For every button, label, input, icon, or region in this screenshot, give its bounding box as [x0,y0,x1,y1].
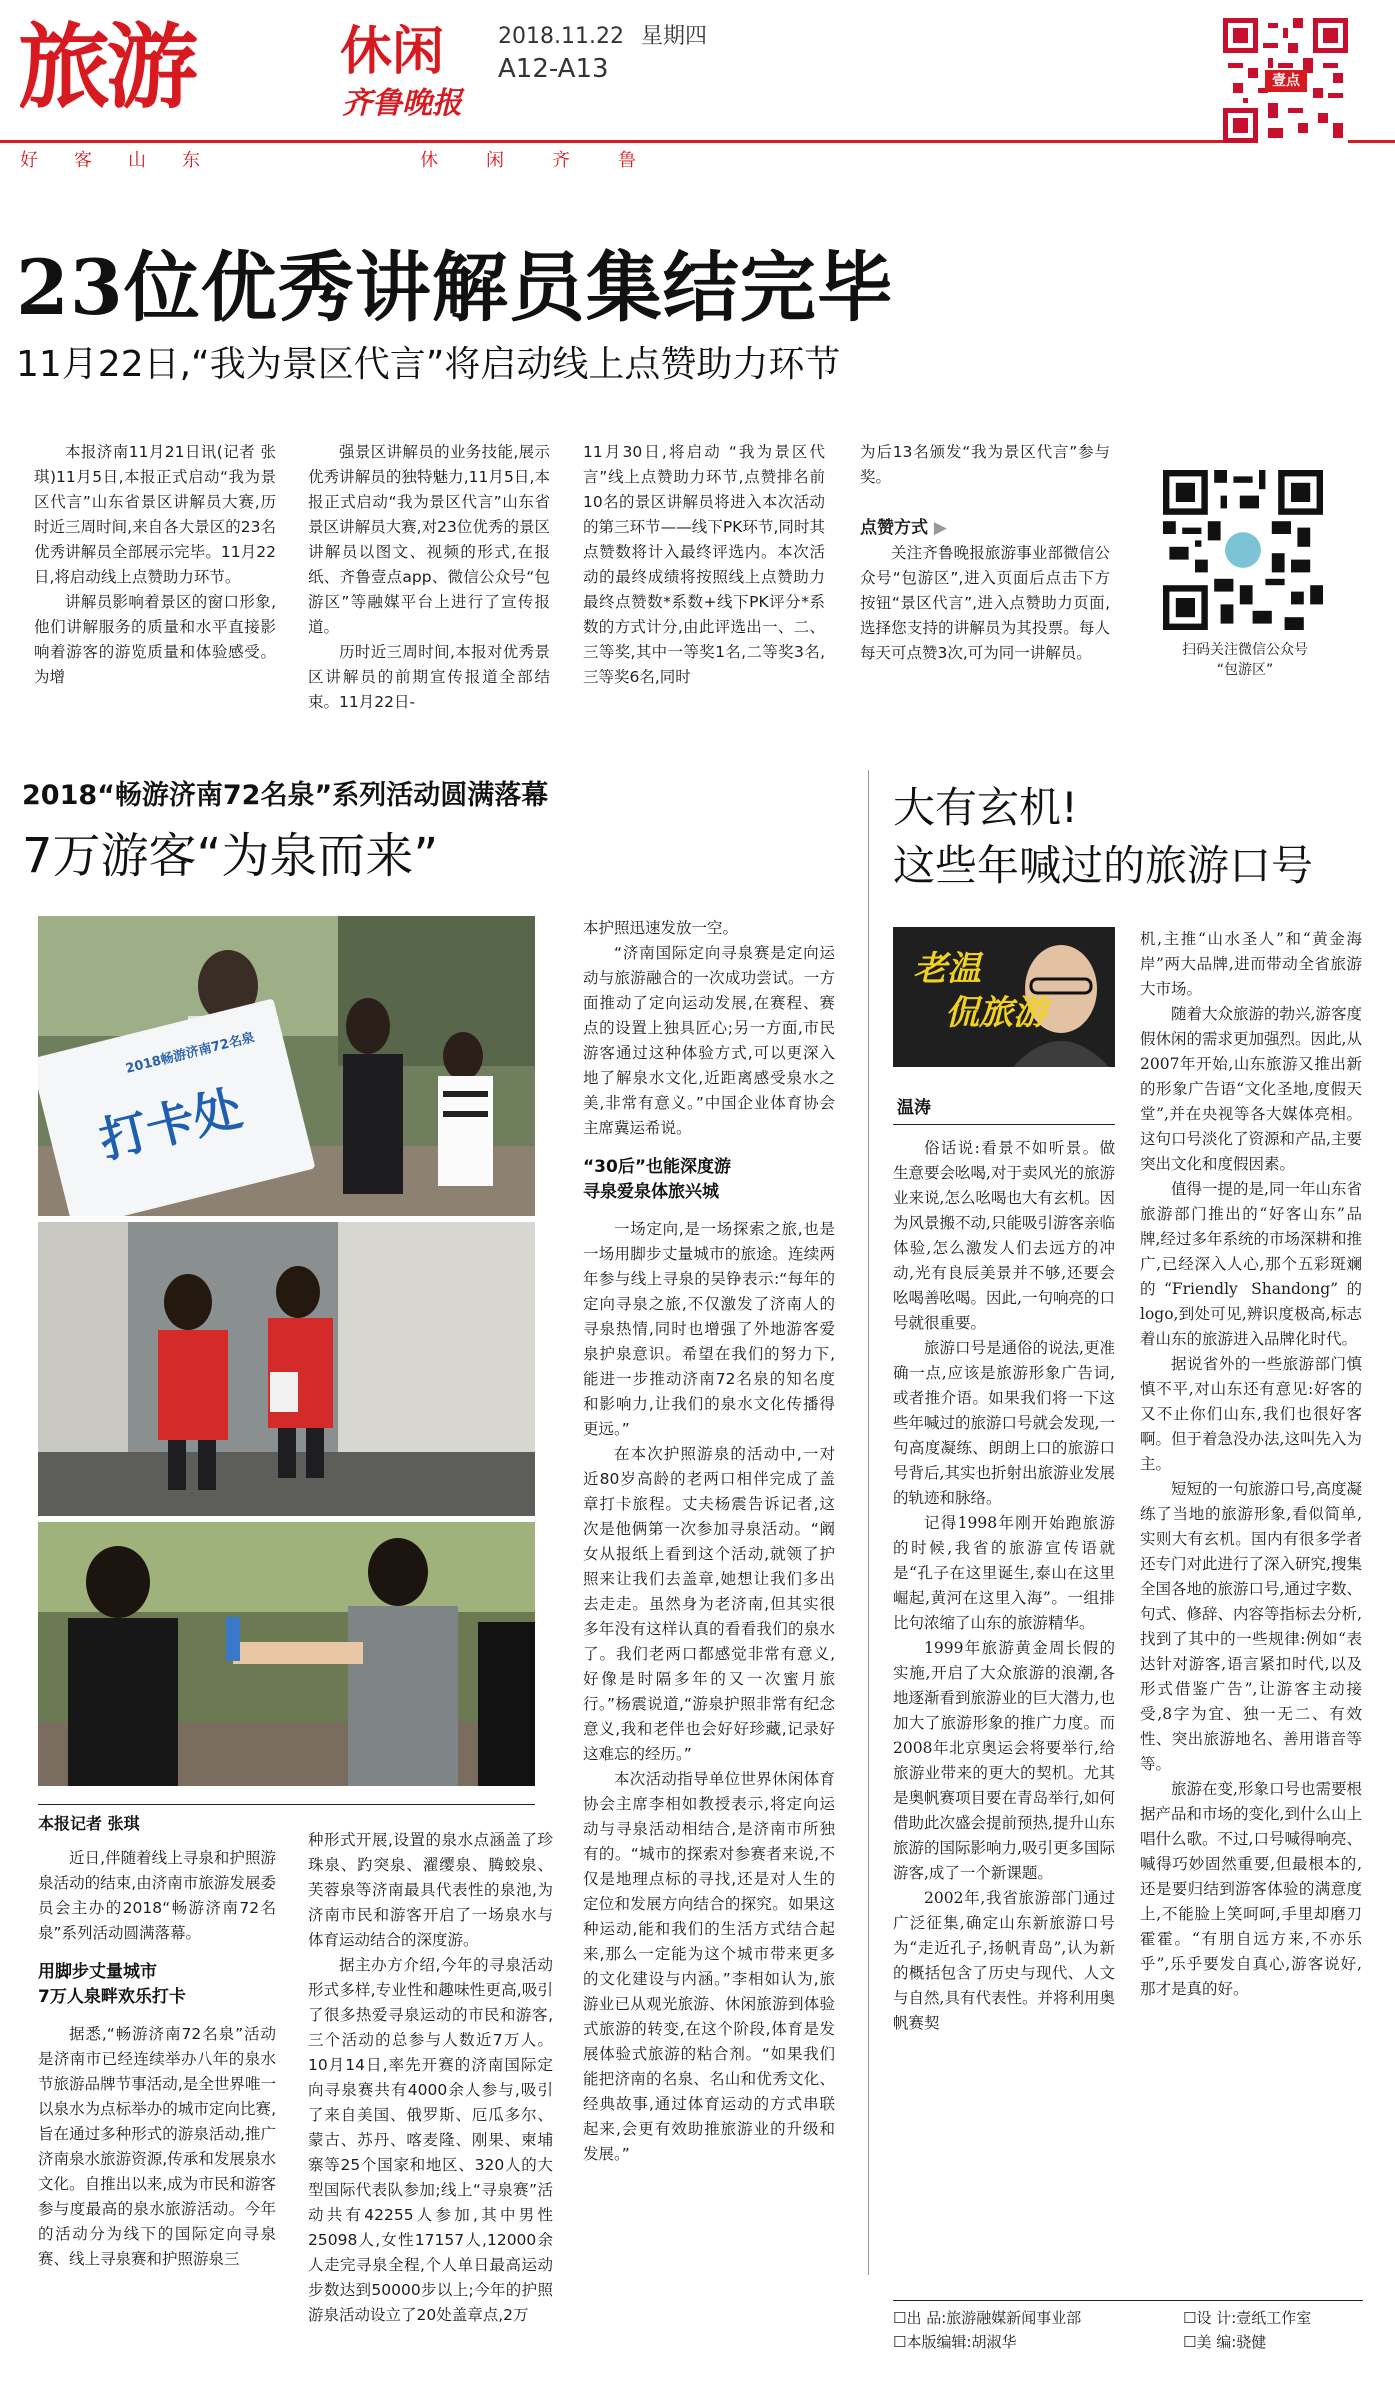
lead-paragraph: 讲解员影响着景区的窗口形象,他们讲解服务的质量和水平直接影响着游客的游览质量和体验感受。为增 [34,593,276,686]
story2-divider [38,1804,535,1805]
lead-column-4 [860,440,1110,715]
lead-column-2 [308,440,550,715]
checkbox-icon: ☐ [893,2309,907,2327]
lead-paragraph: 强景区讲解员的业务技能,展示优秀讲解员的独特魅力,11月5日,本报正式启动“我为景区代言”山东省景区讲解员大赛,对23位优秀的景区讲解员以图文、视频的形式,在报纸、齐鲁壹点app、微信公众号“包游区”等融媒平台上进行了宣传报道。 [308,443,550,636]
issue-weekday: 星期四 [640,24,707,49]
lead-subheadline: 11月22日,“我为景区代言”将启动线上点赞助力环节 [16,344,841,385]
triangle-right-icon: ▶ [928,518,947,538]
lead-paragraph: 历时近三周时间,本报对优秀景区讲解员的前期宣传报道全部结束。11月22日- [308,643,550,711]
column-paragraph: 旅游口号是通俗的说法,更准确一点,应该是旅游形象广告词,或者推介语。如果我们将一下这些年喊过的旅游口号就会发现,一句高度凝练、朗朗上口的旅游口号背后,其实也折射出旅游业发展的轨迹和脉络。 [893,1339,1115,1507]
story2-column-a [38,1811,276,2371]
column-author-rule [893,1124,1115,1125]
lead-column-1 [34,440,276,715]
checkin-sign-text: 打卡处 [94,1080,248,1170]
masthead-paper-logo: 齐鲁晚报 [342,86,462,121]
masthead-slogan-right: 休闲齐鲁 [420,150,684,171]
lead-headline: 23位优秀讲解员集结完毕 [16,243,894,332]
story2-byline: 本报记者 张琪 [38,1814,140,1833]
masthead-slogan-left: 好客山东 [20,150,236,171]
photo-checkin-booth [38,916,535,1216]
story2-subhead: 7万人泉畔欢乐打卡 [38,1987,186,2007]
footer-art: ☐美 编:骁健 [1183,2333,1267,2351]
footer-rule [893,2300,1363,2301]
water-bottle-illustration [38,1522,535,1786]
lead-column-3 [583,440,825,715]
story2-column-b [308,1828,553,2373]
column-headline-2: 这些年喊过的旅游口号 [893,841,1314,890]
story2-subhead: 寻泉爱泉体旅兴城 [583,1182,719,1202]
column-paragraph: 机,主推“山水圣人”和“黄金海岸”两大品牌,进而带动全省旅游大市场。 [1140,930,1362,998]
story2-headline: 7万游客“为泉而来” [22,828,439,884]
story2-kicker: 2018“畅游济南72名泉”系列活动圆满落幕 [22,780,549,811]
column-paragraph: 俗话说:看景不如听景。做生意要会吆喝,对于卖风光的旅游业来说,怎么吆喝也大有玄机。因为风景搬不动,只能吸引游客亲临体验,怎么激发人们去远方的冲动,光有良辰美景并不够,还要会吆喝善吆喝。因此,一句响亮的口号就很重要。 [893,1139,1115,1332]
column-paragraph: 2002年,我省旅游部门通过广泛征集,确定山东新旅游口号为“走近孔子,扬帆青岛”,认为新的概括包含了历史与现代、人文与自然,具有代表性。并将利用奥帆赛契 [893,1889,1115,2032]
footer-producer: ☐出 品:旅游融媒新闻事业部 [893,2309,1082,2327]
masthead-red-rule [0,140,1395,143]
masthead [0,0,1395,170]
column-paragraph: 记得1998年刚开始跑旅游的时候,我省的旅游宣传语就是“孔子在这里诞生,泰山在这里崛起,黄河在这里入海”。一组排比句浓缩了山东的旅游精华。 [893,1514,1115,1632]
masthead-pages: A12-A13 [498,54,609,84]
lead-qr-code[interactable] [1163,470,1323,630]
column-paragraph: 随着大众旅游的勃兴,游客度假休闲的需求更加强烈。因此,从2007年开始,山东旅游又推出新的形象广告语“文化圣地,度假天堂”,并在央视等各大媒体亮相。这句口号淡化了资源和产品,主要突出文化和度假因素。 [1140,1005,1362,1173]
lead-paragraph: 11月30日,将启动 “我为景区代言”线上点赞助力环节,点赞排名前10名的景区讲解员将进入本次活动的第三环节——线下PK环节,同时其点赞数将计入最终评选内。本次活动的最终成绩将按照线上点赞助力最终点赞数*系数+线下PK评分*系数的方式计分,由此评选出一、二、三等奖,其中一等奖1名,二等奖3名,三等奖6名,同时 [583,443,825,686]
column-left-divider [868,770,869,2275]
column-banner [893,927,1115,1067]
story2-subhead: “30后”也能深度游 [583,1157,732,1177]
column-paragraph: 旅游在变,形象口号也需要根据产品和市场的变化,到什么山上唱什么歌。不过,口号喊得响亮、喊得巧妙固然重要,但最根本的,还是要归结到游客体验的满意度上,不能脸上笑呵呵,手里却磨刀霍霍。“有朋自远方来,不亦乐乎”,乐乎要发自真心,游客说好,那才是真的好。 [1140,1780,1362,1998]
column-banner-title-2: 侃旅游 [945,993,1047,1033]
column-paragraph: 1999年旅游黄金周长假的实施,开启了大众旅游的浪潮,各地逐渐看到旅游业的巨大潜力,也加大了旅游形象的推广力度。而2008年北京奥运会将要举行,给旅游业带来的更大的契机。尤其是奥帆赛项目要在青岛举行,如何借助此次盛会提前预热,提升山东旅游的国际影响力,吸引更多国际游客,成了一个新课题。 [893,1639,1115,1882]
story2-column-c [583,916,835,2371]
issue-date: 2018.11.22 [498,24,624,49]
story2-paragraph: “济南国际定向寻泉赛是定向运动与旅游融合的一次成功尝试。一方面推动了定向运动发展,在赛程、赛点的设置上独具匠心;另一方面,市民游客通过这种体验方式,可以更深入地了解泉水文化,近距离感受泉水之美,非常有意义。”中国企业体育协会主席冀运希说。 [583,944,835,1137]
story2-paragraph: 种形式开展,设置的泉水点涵盖了珍珠泉、趵突泉、濯缨泉、腾蛟泉、芙蓉泉等济南最具代表性的泉池,为济南市民和游客开启了一场泉水与体育运动结合的深度游。 [308,1831,553,1949]
footer-editor: ☐本版编辑:胡淑华 [893,2333,1017,2351]
story2-paragraph: 据主办方介绍,今年的寻泉活动形式多样,专业性和趣味性更高,吸引了很多热爱寻泉运动的市民和游客,三个活动的总参与人数近7万人。10月14日,率先开赛的济南国际定向寻泉赛共有4000余人参与,吸引了来自美国、俄罗斯、厄瓜多尔、蒙古、苏丹、喀麦隆、刚果、柬埔寨等25个国家和地区、320人的大型国际代表队参加;线上“寻泉赛”活动共有42255人参加,其中男性25098人,女性17157人,12000余人走完寻泉全程,个人单日最高运动步数达到50000步以上;今年的护照游泉活动设立了20处盖章点,2万 [308,1956,553,2324]
masthead-qr-code[interactable] [1223,18,1348,143]
story2-paragraph: 在本次护照游泉的活动中,一对近80岁高龄的老两口相伴完成了盖章打卡旅程。丈夫杨震告诉记者,这次是他俩第一次参加寻泉活动。“阚女从报纸上看到这个活动,就领了护照来让我们去盖章,她想让我们多出去走走。虽然身为老济南,但其实很多年没有这样认真的看看我们的泉水了。我们老两口都感觉非常有意义,好像是时隔多年的又一次蜜月旅行。”杨震说道,“游泉护照非常有纪念意义,我和老伴也会好好珍藏,记录好这难忘的经历。” [583,1445,835,1763]
qr-caption: 扫码关注微信公众号 “包游区” [1182,642,1308,678]
column-paragraph: 值得一提的是,同一年山东省旅游部门推出的“好客山东”品牌,经过多年系统的市场深耕和推广,已经深入人心,那个五彩斑斓的“Friendly Shandong”的logo,到处可见,辨识度极高,标志着山东的旅游进入品牌化时代。 [1140,1180,1362,1348]
story2-paragraph: 本护照迅速发放一空。 [583,919,739,937]
running-kids-illustration [38,1222,535,1516]
checkin-sign-banner: 2018畅游济南72名泉 [124,1030,257,1077]
column-text-left [893,1136,1115,2371]
qr-badge: 壹点 [1265,70,1307,92]
story2-paragraph: 据悉,“畅游济南72名泉”活动是济南市已经连续举办八年的泉水节旅游品牌节事活动,是全世界唯一以泉水为点标举办的城市定向比赛,旨在通过多种形式的游泉活动,推广济南泉水旅游资源,传承和发展泉水文化。自推出以来,成为市民和游客参与度最高的泉水旅游活动。今年的活动分为线下的国际定向寻泉赛、线上寻泉赛和护照游泉三 [38,2025,276,2268]
story2-paragraph: 一场定向,是一场探索之旅,也是一场用脚步丈量城市的旅途。连续两年参与线上寻泉的吴铮表示:“每年的定向寻泉之旅,不仅激发了济南人的寻泉热情,同时也增强了外地游客爱泉护泉意识。希望在我们的努力下,能进一步推动济南72名泉的知名度和影响力,让我们的泉水文化传播得更远。” [583,1220,835,1438]
column-headline-1: 大有玄机! [893,783,1078,832]
column-paragraph: 据说省外的一些旅游部门慎慎不平,对山东还有意见:好客的又不止你们山东,我们也很好客啊。但于着急没办法,这叫先入为主。 [1140,1355,1362,1473]
column-paragraph: 短短的一句旅游口号,高度凝练了当地的旅游形象,看似简单,实则大有玄机。国内有很多学者还专门对此进行了深入研究,搜集全国各地的旅游口号,通过字数、句式、修辞、内容等指标去分析,找到了其中的一些规律:例如“表达针对游客,语言紧扣时代,以及形式借鉴广告”,让游客主动接受,8字为宜、独一无二、有效性、突出旅游地名、善用谐音等等。 [1140,1480,1362,1773]
story2-paragraph: 近日,伴随着线上寻泉和护照游泉活动的结束,由济南市旅游发展委员会主办的2018“畅游济南72名泉”系列活动圆满落幕。 [38,1849,276,1942]
vote-method-text: 关注齐鲁晚报旅游事业部微信公众号“包游区”,进入页面后点击下方按钮“景区代言”,进入点赞助力页面,选择您支持的讲解员为其投票。每人每天可点赞3次,可为同一讲解员。 [860,544,1110,662]
checkbox-icon: ☐ [1183,2309,1197,2327]
masthead-title: 旅游 [18,13,195,121]
photo-water-bottle [38,1522,535,1786]
checkbox-icon: ☐ [1183,2333,1197,2351]
lead-paragraph: 本报济南11月21日讯(记者 张琪)11月5日,本报正式启动“我为景区代言”山东省景区讲解员大赛,历时近三周时间,来自各大景区的23名优秀讲解员全部展示完毕。11月22日,将启动线上点赞助力环节。 [34,443,276,586]
column-author: 温涛 [897,1098,931,1118]
story2-paragraph: 本次活动指导单位世界休闲体育协会主席李相如教授表示,将定向运动与寻泉活动相结合,是济南市所独有的。“城市的探索对参赛者来说,不仅是地理点标的寻找,还是对人生的定位和发展方向结合的探究。如果这种运动,能和我们的生活方式结合起来,那么一定能为这个城市带来更多的文化建设与内涵。”李相如认为,旅游业已从观光旅游、休闲旅游到体验式旅游的转变,在这个阶段,体育是发展体验式旅游的粘合剂。“如果我们能把济南的名泉、名山和优秀文化、经典故事,通过体育运动的方式串联起来,会更有效助推旅游业的升级和发展。” [583,1770,835,2163]
qr-code-icon [1163,470,1323,630]
story2-subhead: 用脚步丈量城市 [38,1962,157,1982]
footer-design: ☐设 计:壹纸工作室 [1183,2309,1312,2327]
masthead-section: 休闲 [340,21,445,82]
photo-running-kids [38,1222,535,1516]
masthead-date [498,24,707,50]
lead-paragraph: 为后13名颁发“我为景区代言”参与奖。 [860,443,1110,486]
column-text-right [1140,927,1362,2372]
column-banner-title-1: 老温 [913,949,981,989]
vote-method-label: 点赞方式 ▶ [860,518,947,538]
checkbox-icon: ☐ [893,2333,907,2351]
